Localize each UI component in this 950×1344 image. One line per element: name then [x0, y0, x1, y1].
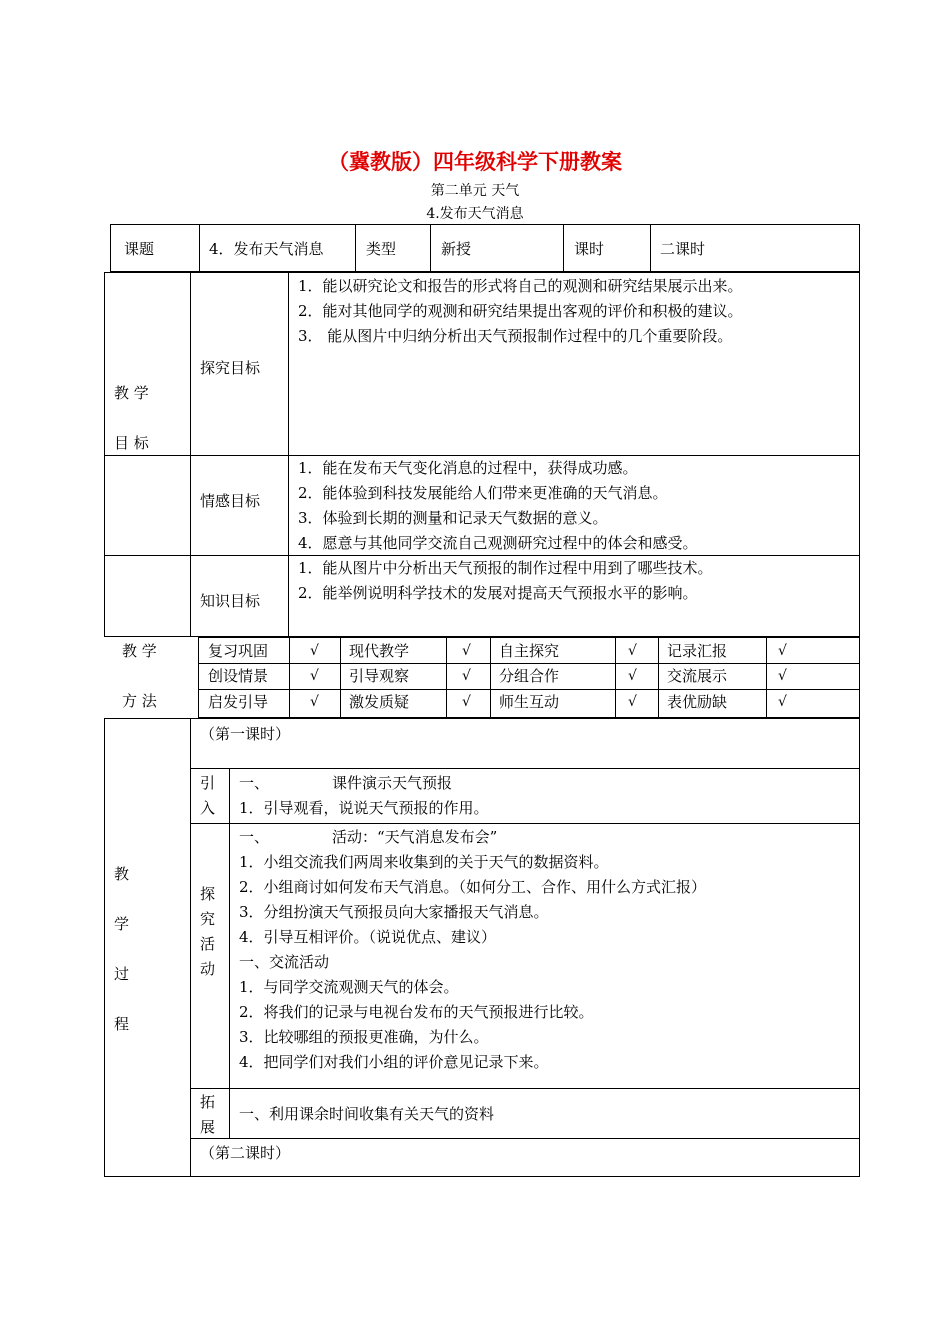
- knowledge-goal-label: 知识目标: [200, 592, 261, 610]
- extend-label-char: 展: [200, 1118, 216, 1136]
- method-name: 创设情景: [208, 667, 269, 685]
- activity-line: 3．分组扮演天气预报员向大家播报天气消息。: [239, 903, 549, 921]
- activity-line: 一、交流活动: [239, 953, 330, 971]
- process-label-char: 过: [114, 965, 130, 983]
- activity-line: 4．引导互相评价。（说说优点、建议）: [239, 928, 497, 946]
- divider: [446, 637, 447, 718]
- intro-label-char: 引: [200, 774, 216, 792]
- method-name: 现代教学: [349, 642, 410, 660]
- lesson-subtitle: 4.发布天气消息: [426, 206, 524, 222]
- divider: [490, 637, 491, 718]
- method-name: 记录汇报: [667, 642, 728, 660]
- process-label-char: 学: [114, 915, 130, 933]
- check-mark: √: [778, 643, 787, 659]
- knowledge-goal-item: 2．能举例说明科学技术的发展对提高天气预报水平的影响。: [298, 584, 698, 602]
- activity-label-char: 究: [200, 910, 216, 928]
- method-name: 师生互动: [499, 693, 560, 711]
- divider: [766, 637, 767, 718]
- divider: [355, 224, 356, 272]
- explore-goal-item: 3． 能从图片中归纳分析出天气预报制作过程中的几个重要阶段。: [298, 327, 733, 345]
- intro-line: 课件演示天气预报: [332, 774, 453, 792]
- activity-line: 2．小组商讨如何发布天气消息。（如何分工、合作、用什么方式汇报）: [239, 878, 707, 896]
- divider: [615, 637, 616, 718]
- goals-label-2: 目 标: [114, 434, 149, 452]
- intro-line: 1．引导观看，说说天气预报的作用。: [239, 799, 489, 817]
- activity-label-char: 探: [200, 885, 216, 903]
- method-name: 复习巩固: [208, 642, 269, 660]
- knowledge-goal-item: 1．能从图片中分析出天气预报的制作过程中用到了哪些技术。: [298, 559, 713, 577]
- divider: [198, 663, 860, 664]
- activity-line: 一、: [239, 828, 270, 846]
- activity-label-char: 活: [200, 935, 216, 953]
- explore-goal-item: 1．能以研究论文和报告的形式将自己的观测和研究结果展示出来。: [298, 277, 743, 295]
- activity-label-char: 动: [200, 960, 216, 978]
- method-name: 自主探究: [499, 642, 560, 660]
- activity-line: 2．将我们的记录与电视台发布的天气预报进行比较。: [239, 1003, 594, 1021]
- check-mark: √: [628, 643, 637, 659]
- process-label-char: 教: [114, 865, 130, 883]
- check-mark: √: [310, 694, 319, 710]
- divider: [190, 1138, 860, 1139]
- check-mark: √: [462, 694, 471, 710]
- unit-subtitle: 第二单元 天气: [430, 183, 520, 199]
- extend-label-char: 拓: [200, 1093, 216, 1111]
- header-val-topic: 4．发布天气消息: [209, 240, 324, 258]
- activity-line: 1．与同学交流观测天气的体会。: [239, 978, 459, 996]
- activity-line: 3．比较哪组的预报更准确，为什么。: [239, 1028, 489, 1046]
- intro-line: 一、: [239, 774, 270, 792]
- divider: [650, 224, 651, 272]
- divider: [289, 637, 290, 718]
- divider: [190, 718, 191, 1177]
- header-key-type: 类型: [366, 240, 397, 258]
- emotion-goal-label: 情感目标: [200, 492, 261, 510]
- header-val-type: 新授: [441, 240, 472, 258]
- divider: [104, 555, 860, 556]
- divider: [104, 455, 860, 456]
- explore-goal-label: 探究目标: [200, 359, 261, 377]
- methods-label-1: 教 学: [122, 642, 157, 660]
- check-mark: √: [310, 668, 319, 684]
- divider: [190, 823, 860, 824]
- emotion-goal-item: 3．体验到长期的测量和记录天气数据的意义。: [298, 509, 608, 527]
- method-name: 交流展示: [667, 667, 728, 685]
- check-mark: √: [462, 668, 471, 684]
- emotion-goal-item: 1．能在发布天气变化消息的过程中，获得成功感。: [298, 459, 638, 477]
- header-key-topic: 课题: [124, 240, 155, 258]
- lesson-one-heading: （第一课时）: [200, 725, 291, 743]
- emotion-goal-item: 2．能体验到科技发展能给人们带来更准确的天气消息。: [298, 484, 668, 502]
- method-name: 分组合作: [499, 667, 560, 685]
- emotion-goal-item: 4．愿意与其他同学交流自己观测研究过程中的体会和感受。: [298, 534, 698, 552]
- method-name: 激发质疑: [349, 693, 410, 711]
- process-label-char: 程: [114, 1015, 130, 1033]
- activity-line: 1．小组交流我们两周来收集到的关于天气的数据资料。: [239, 853, 609, 871]
- header-val-period: 二课时: [660, 240, 706, 258]
- divider: [229, 768, 230, 1138]
- activity-line: 4．把同学们对我们小组的评价意见记录下来。: [239, 1053, 549, 1071]
- divider: [340, 637, 341, 718]
- goals-label-1: 教 学: [114, 384, 149, 402]
- check-mark: √: [310, 643, 319, 659]
- divider: [198, 689, 860, 690]
- methods-label-2: 方 法: [122, 692, 157, 710]
- intro-label-char: 入: [200, 799, 216, 817]
- check-mark: √: [628, 694, 637, 710]
- doc-title: （冀教版）四年级科学下册教案: [328, 149, 622, 174]
- activity-line: 活动：“天气消息发布会”: [332, 828, 498, 846]
- check-mark: √: [778, 694, 787, 710]
- divider: [199, 224, 200, 272]
- method-name: 启发引导: [208, 693, 269, 711]
- explore-goal-item: 2．能对其他同学的观测和研究结果提出客观的评价和积极的建议。: [298, 302, 743, 320]
- check-mark: √: [778, 668, 787, 684]
- check-mark: √: [462, 643, 471, 659]
- check-mark: √: [628, 668, 637, 684]
- divider: [658, 637, 659, 718]
- lesson-two-heading: （第二课时）: [200, 1144, 291, 1162]
- divider: [190, 1088, 860, 1089]
- method-name: 表优励缺: [667, 693, 728, 711]
- header-key-period: 课时: [574, 240, 605, 258]
- divider: [430, 224, 431, 272]
- method-name: 引导观察: [349, 667, 410, 685]
- extend-line: 一、利用课余时间收集有关天气的资料: [239, 1105, 495, 1123]
- divider: [563, 224, 564, 272]
- divider: [190, 768, 860, 769]
